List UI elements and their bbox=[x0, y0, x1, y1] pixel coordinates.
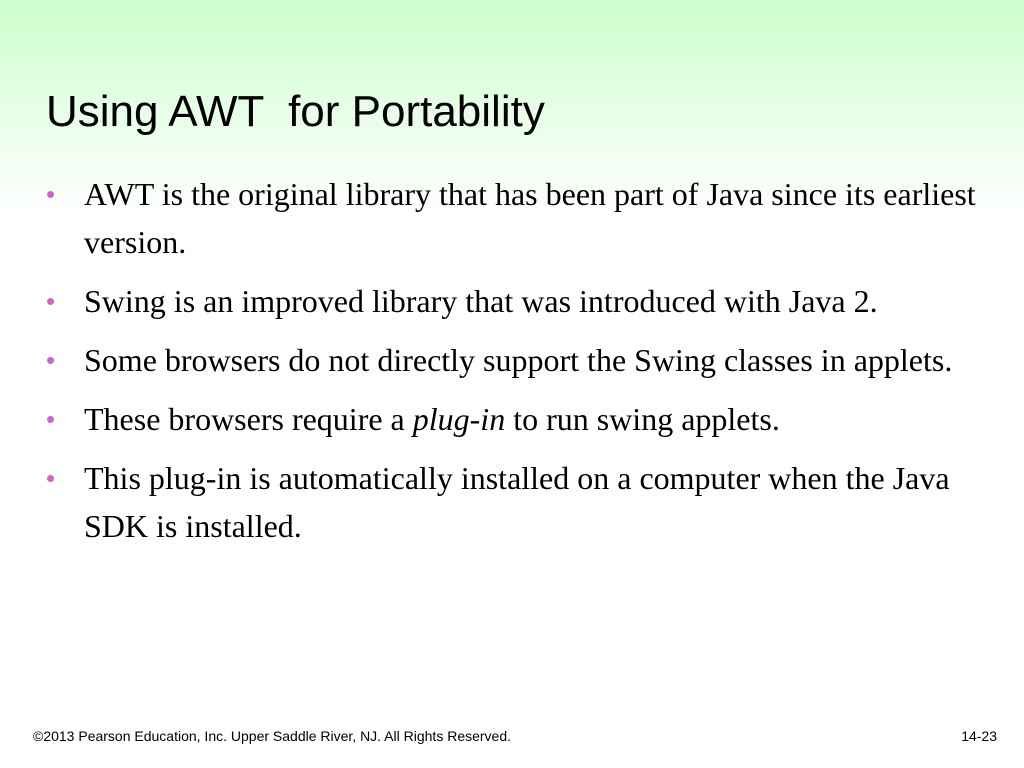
bullet-icon: • bbox=[46, 179, 56, 209]
slide-number: 14-23 bbox=[961, 728, 997, 744]
bullet-item bbox=[46, 170, 976, 266]
slide-title: Using AWT for Portability bbox=[46, 87, 545, 136]
footer-copyright: ©2013 Pearson Education, Inc. Upper Saddle River, NJ. All Rights Reserved. bbox=[33, 728, 512, 744]
bullet-icon: • bbox=[46, 463, 56, 493]
bullet-text: Swing is an improved library that was introduced with Java 2. bbox=[84, 283, 878, 319]
bullet-icon: • bbox=[46, 345, 56, 375]
bullet-text: AWT is the original library that has been part of Java since its earliest version. bbox=[84, 176, 976, 260]
bullet-emphasis: plug-in bbox=[412, 401, 506, 437]
bullet-text: Some browsers do not directly support the Swing classes in applets. bbox=[84, 342, 953, 378]
bullet-text-before: These browsers require a bbox=[84, 401, 413, 437]
bullet-text: This plug-in is automatically installed on a computer when the Java SDK is installed. bbox=[84, 460, 950, 544]
bullet-item bbox=[46, 336, 976, 384]
bullet-list bbox=[46, 170, 976, 561]
bullet-text-after: to run swing applets. bbox=[505, 401, 780, 437]
bullet-item bbox=[46, 395, 976, 443]
bullet-item bbox=[46, 454, 976, 550]
bullet-icon: • bbox=[46, 404, 56, 434]
bullet-icon: • bbox=[46, 286, 56, 316]
bullet-item bbox=[46, 277, 976, 325]
